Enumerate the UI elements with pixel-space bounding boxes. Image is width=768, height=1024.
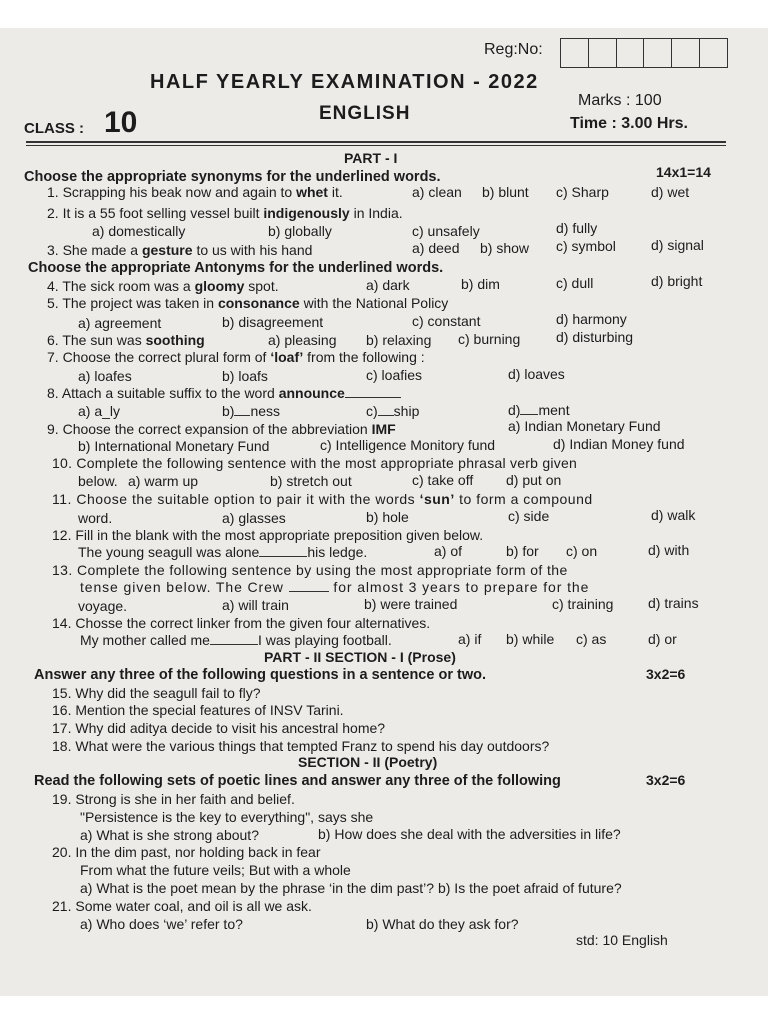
- question-14: 14. Chosse the correct linker from the given four alternatives.: [52, 615, 431, 631]
- q2-option-b: b) globally: [268, 223, 332, 239]
- q13-option-d: d) trains: [648, 595, 699, 611]
- header-rule-thin: [26, 145, 726, 146]
- question-11: 11. Choose the suitable option to pair it with the words ‘sun’ to form a compound: [52, 491, 593, 507]
- q9-option-d: d) Indian Money fund: [553, 436, 685, 452]
- question-6: 6. The sun was soothing: [47, 332, 205, 348]
- marks-label: Marks : 100: [578, 92, 662, 109]
- q11-option-c: c) side: [508, 508, 550, 524]
- poetry-marks: 3x2=6: [646, 772, 686, 788]
- q12-option-a: a) of: [434, 543, 463, 559]
- subject-title: ENGLISH: [319, 103, 411, 124]
- poetry-title: SECTION - II (Poetry): [298, 754, 438, 770]
- poetry-heading: Read the following sets of poetic lines and answer any three of the following: [34, 773, 561, 789]
- q14-option-b: b) while: [506, 631, 555, 647]
- exam-paper: [0, 28, 768, 996]
- q5-option-a: a) agreement: [78, 315, 162, 331]
- q14-option-c: c) as: [576, 631, 607, 647]
- q8-option-c: c) ship: [366, 403, 420, 419]
- q13-sentence: tense given below. The Crew for almost 3 years to prepare for the: [80, 579, 590, 595]
- q13-option-b: b) were trained: [364, 596, 458, 612]
- q9-option-b: b) International Monetary Fund: [78, 438, 270, 454]
- q13-line-3: voyage.: [78, 598, 128, 614]
- q5-option-d: d) harmony: [556, 311, 627, 327]
- part2-title: PART - II SECTION - I (Prose): [264, 649, 456, 665]
- question-20: 20. In the dim past, nor holding back in fear: [52, 844, 321, 860]
- time-label: Time : 3.00 Hrs.: [570, 115, 688, 132]
- q12-option-b: b) for: [506, 543, 539, 559]
- question-12: 12. Fill in the blank with the most appropriate preposition given below.: [52, 527, 484, 543]
- q3-option-a: a) deed: [412, 240, 460, 256]
- q5-option-c: c) constant: [412, 313, 481, 329]
- q9-option-a: a) Indian Monetary Fund: [508, 418, 661, 434]
- prose-marks: 3x2=6: [646, 666, 686, 682]
- question-18: 18. What were the various things that tempted Franz to spend his day outdoors?: [52, 738, 550, 754]
- q14-option-d: d) or: [648, 631, 677, 647]
- q13-option-c: c) training: [552, 596, 614, 612]
- q10-option-b: b) stretch out: [270, 473, 352, 489]
- class-label: CLASS :: [24, 120, 84, 137]
- q19-question-a: a) What is she strong about?: [80, 827, 259, 843]
- q1-option-b: b) blunt: [482, 184, 529, 200]
- question-7: 7. Choose the correct plural form of ‘loaf’ from the following :: [47, 349, 425, 365]
- question-4: 4. The sick room was a gloomy spot.: [47, 278, 279, 294]
- q3-option-c: c) symbol: [556, 238, 616, 254]
- question-15: 15. Why did the seagull fail to fly?: [52, 685, 261, 701]
- q2-option-a: a) domestically: [92, 223, 186, 239]
- header-rule: [26, 141, 726, 143]
- q1-option-d: d) wet: [651, 184, 690, 200]
- question-17: 17. Why did aditya decide to visit his ancestral home?: [52, 720, 386, 736]
- q7-option-c: c) loafies: [366, 367, 423, 383]
- q11-option-d: d) walk: [651, 507, 696, 523]
- q21-question-b: b) What do they ask for?: [366, 916, 519, 932]
- q21-question-a: a) Who does ‘we’ refer to?: [80, 916, 243, 932]
- q4-option-a: a) dark: [366, 277, 410, 293]
- q6-option-b: b) relaxing: [366, 332, 432, 348]
- prose-heading: Answer any three of the following questions in a sentence or two.: [34, 667, 486, 683]
- question-10: 10. Complete the following sentence with the most appropriate phrasal verb given: [52, 455, 578, 471]
- question-9: 9. Choose the correct expansion of the abbreviation IMF: [47, 421, 396, 437]
- antonyms-heading: Choose the appropriate Antonyms for the underlined words.: [28, 260, 444, 276]
- question-3: 3. She made a gesture to us with his hand: [47, 242, 313, 258]
- question-5: 5. The project was taken in consonance with the National Policy: [47, 295, 449, 311]
- q9-option-c: c) Intelligence Monitory fund: [320, 437, 496, 453]
- question-16: 16. Mention the special features of INSV Tarini.: [52, 702, 344, 718]
- q12-sentence: The young seagull was alone his ledge.: [78, 544, 368, 560]
- q14-sentence: My mother called me I was playing football.: [80, 632, 392, 648]
- q19-question-b: b) How does she deal with the adversities in life?: [318, 826, 621, 842]
- q5-option-b: b) disagreement: [222, 314, 324, 330]
- reg-no-boxes: [560, 38, 728, 68]
- exam-title: HALF YEARLY EXAMINATION - 2022: [150, 71, 539, 93]
- q20-questions: a) What is the poet mean by the phrase ‘in the dim past’? b) Is the poet afraid of future?: [80, 880, 622, 896]
- q1-option-c: c) Sharp: [556, 184, 609, 200]
- q20-line-2: From what the future veils; But with a whole: [80, 862, 351, 878]
- question-2: 2. It is a 55 foot selling vessel built indigenously in India.: [47, 205, 403, 221]
- q7-option-a: a) loafes: [78, 368, 132, 384]
- part1-title: PART - I: [344, 150, 398, 166]
- question-8: 8. Attach a suitable suffix to the word announce: [47, 386, 401, 400]
- q7-option-b: b) loafs: [222, 368, 268, 384]
- question-21: 21. Some water coal, and oil is all we ask.: [52, 898, 312, 914]
- q2-option-c: c) unsafely: [412, 223, 480, 239]
- q13-option-a: a) will train: [222, 597, 289, 613]
- q11-option-a: a) glasses: [222, 510, 286, 526]
- q10-option-c: c) take off: [412, 472, 474, 488]
- question-19: 19. Strong is she in her faith and belief.: [52, 791, 295, 807]
- q10-option-a: a) warm up: [128, 473, 199, 489]
- q4-option-c: c) dull: [556, 275, 594, 291]
- q10-line-2: below.: [78, 473, 118, 489]
- q11-option-b: b) hole: [366, 509, 409, 525]
- part1-marks: 14x1=14: [656, 164, 711, 180]
- q12-option-c: c) on: [566, 543, 598, 559]
- q4-option-b: b) dim: [461, 276, 500, 292]
- q10-option-d: d) put on: [506, 472, 562, 488]
- q8-option-b: b) ness: [222, 403, 281, 419]
- q2-option-d: d) fully: [556, 220, 598, 236]
- q4-option-d: d) bright: [651, 273, 703, 289]
- question-13: 13. Complete the following sentence by using the most appropriate form of the: [52, 562, 568, 578]
- q3-option-b: b) show: [480, 240, 530, 256]
- class-value: 10: [104, 106, 138, 139]
- synonyms-heading: Choose the appropriate synonyms for the underlined words.: [24, 169, 441, 185]
- q6-option-c: c) burning: [458, 331, 521, 347]
- q1-option-a: a) clean: [412, 184, 462, 200]
- q7-option-d: d) loaves: [508, 366, 565, 382]
- q6-option-a: a) pleasing: [268, 332, 337, 348]
- q8-option-a: a) a_ly: [78, 403, 121, 419]
- q12-option-d: d) with: [648, 542, 690, 558]
- question-1: 1. Scrapping his beak now and again to whet it.: [47, 184, 343, 200]
- footer-std: std: 10 English: [576, 932, 668, 948]
- q19-line-2: "Persistence is the key to everything", says she: [80, 809, 374, 825]
- q8-option-d: d) ment: [508, 402, 570, 418]
- reg-no-label: Reg:No:: [484, 41, 543, 58]
- q14-option-a: a) if: [458, 631, 482, 647]
- q3-option-d: d) signal: [651, 237, 704, 253]
- q6-option-d: d) disturbing: [556, 329, 634, 345]
- q11-line-2: word.: [78, 510, 113, 526]
